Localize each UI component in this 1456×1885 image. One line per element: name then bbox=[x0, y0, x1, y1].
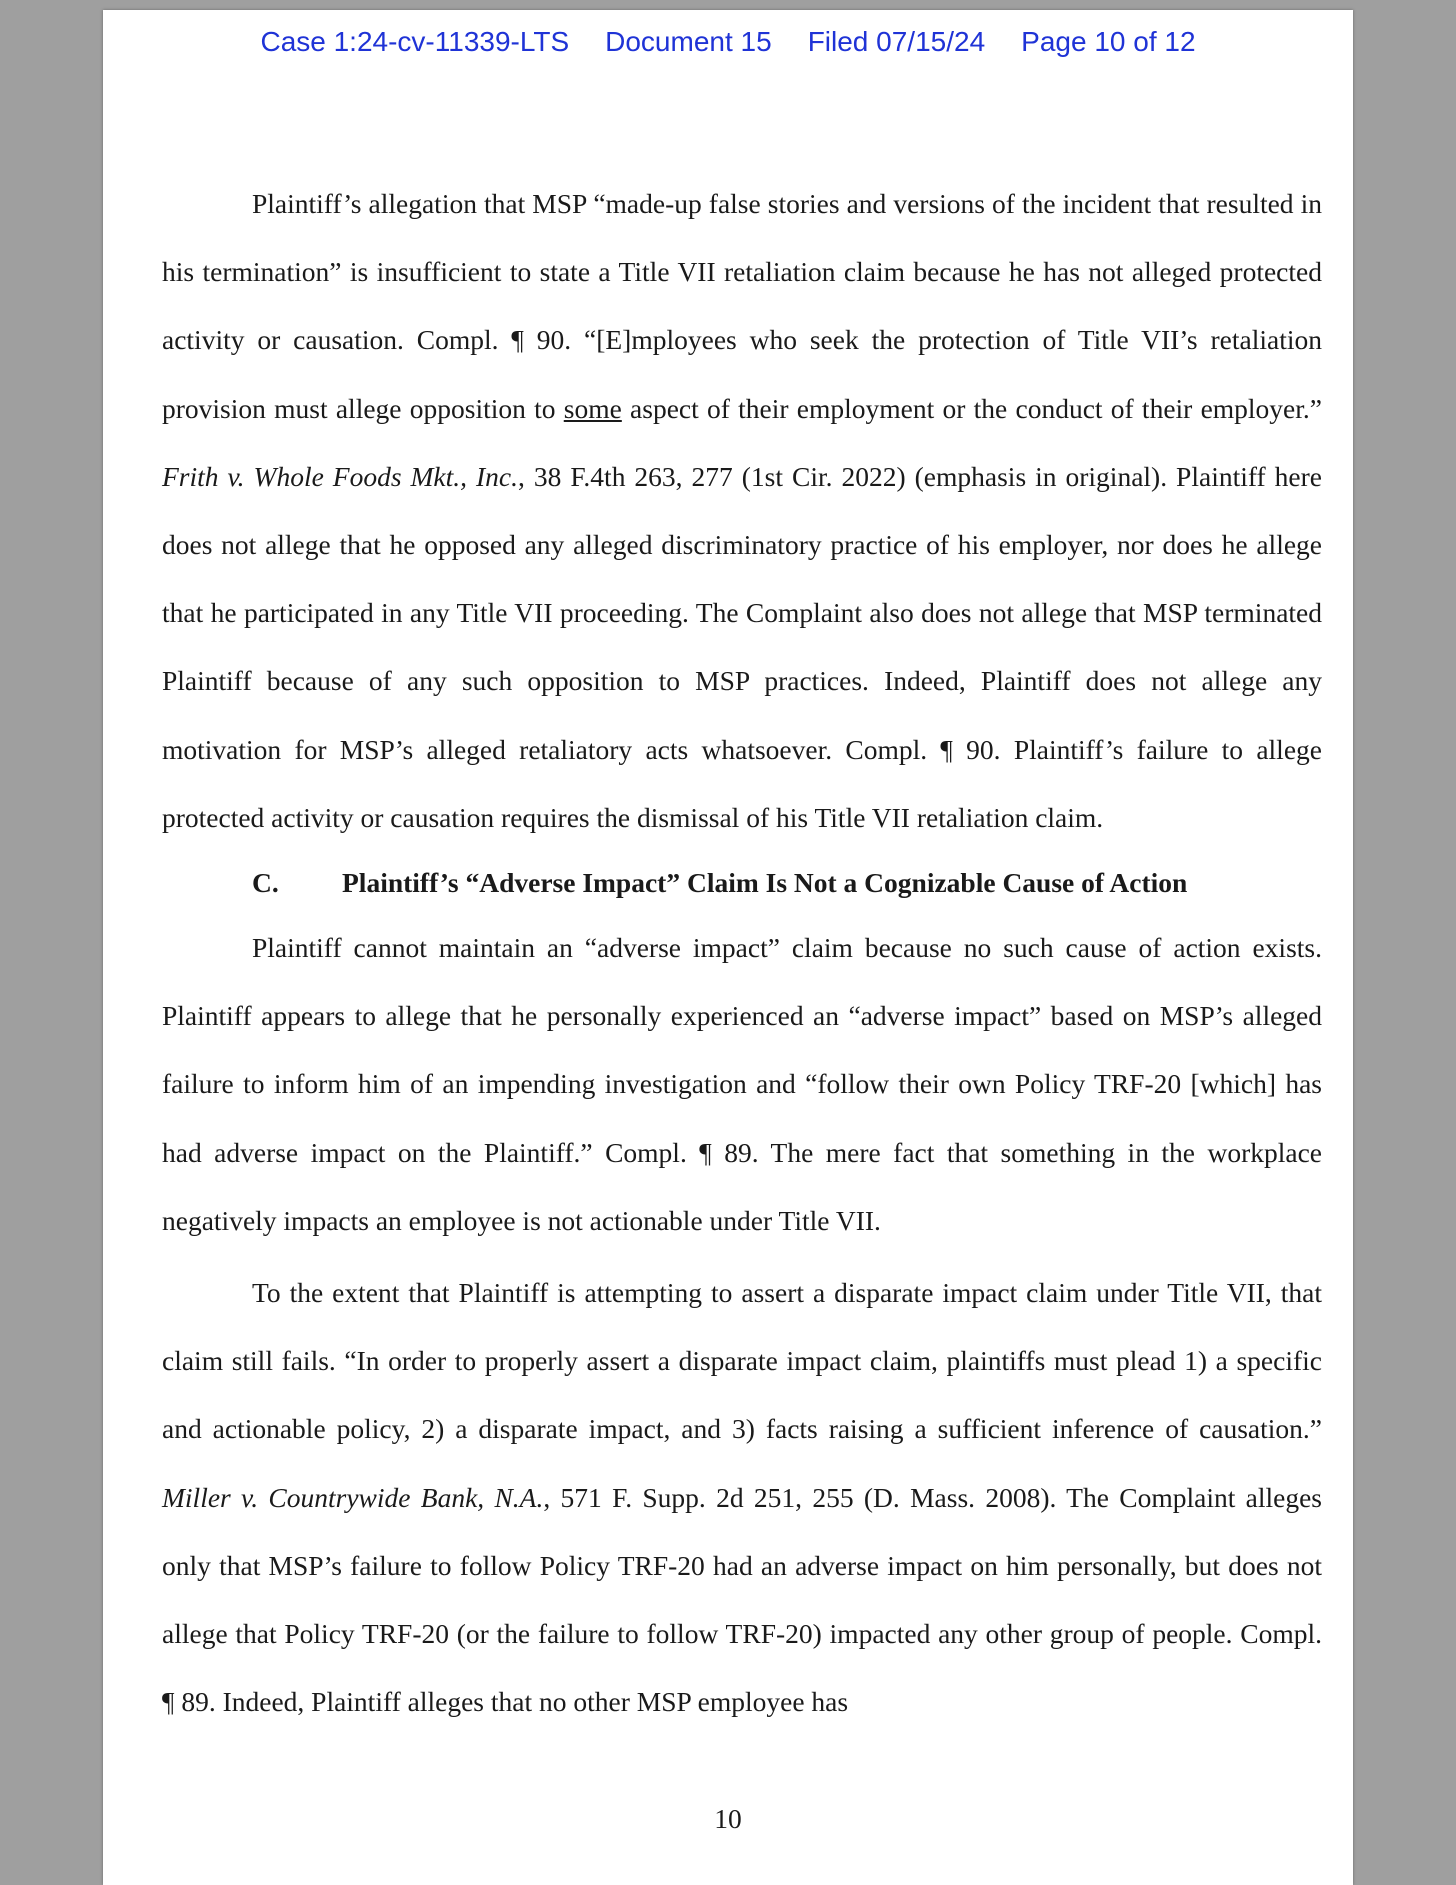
paragraph-text: , 571 F. Supp. 2d 251, 255 (D. Mass. 2008). The Complaint alleges only that MSP’s failure to follow Policy TRF-20 had an adverse impact on him personally, but does not allege that Policy TRF-20 (or the failure to follow TRF-20) impacted any other group of people. Compl. ¶ 89. Indeed, Plaintiff alleges that no other MSP employee has bbox=[162, 1481, 1323, 1718]
paragraph-text: Plaintiff’s allegation that MSP “made-up false stories and versions of the incident that resulted in his termination” is insufficient to state a Title VII retaliation claim because he has not alleged protected activity or causation. Compl. ¶ 90. “[E]mployees who seek the protection of Title VII’s retaliation provision must allege opposition to bbox=[162, 188, 1322, 424]
case-header bbox=[103, 26, 1353, 58]
page-number: 10 bbox=[714, 1803, 742, 1834]
paragraph-text: aspect of their employment or the conduct of their employer.” bbox=[621, 392, 1322, 424]
document-number: Document 15 bbox=[605, 26, 772, 57]
page-indicator: Page 10 of 12 bbox=[1021, 26, 1196, 57]
section-title: Plaintiff’s “Adverse Impact” Claim Is Not a Cognizable Cause of Action bbox=[342, 867, 1188, 899]
filed-date: Filed 07/15/24 bbox=[807, 26, 986, 57]
paragraph-retaliation bbox=[162, 170, 1322, 852]
section-heading bbox=[162, 852, 1322, 914]
paragraph-adverse-impact: Plaintiff cannot maintain an “adverse impact” claim because no such cause of action exists. Plaintiff appears to allege that he personally experienced an “adverse impact” based on MSP’s alleged failure to inform him of an impending investigation and “follow their own Policy TRF-20 [which] has had adverse impact on the Plaintiff.” Compl. ¶ 89. The mere fact that something in the workplace negatively impacts an employee is not actionable under Title VII. bbox=[162, 932, 1322, 1236]
case-citation: Frith v. Whole Foods Mkt., Inc. bbox=[162, 460, 518, 492]
case-number: Case 1:24-cv-11339-LTS bbox=[260, 26, 570, 57]
document-body bbox=[162, 170, 1322, 1736]
paragraph-text: , 38 F.4th 263, 277 (1st Cir. 2022) (emphasis in original). Plaintiff here does not allege that he opposed any alleged discriminatory practice of his employer, nor does he allege that he participated in any Title VII proceeding. The Complaint also does not allege that MSP terminated Plaintiff because of any such opposition to MSP practices. Indeed, Plaintiff does not allege any motivation for MSP’s alleged retaliatory acts whatsoever. Compl. ¶ 90. Plaintiff’s failure to allege protected activity or causation requires the dismissal of his Title VII retaliation claim. bbox=[162, 460, 1322, 833]
section-letter: C. bbox=[252, 867, 279, 899]
case-citation: Miller v. Countrywide Bank, N.A. bbox=[162, 1481, 544, 1513]
paragraph-text: To the extent that Plaintiff is attempting to assert a disparate impact claim under Title VII, that claim still fails. “In order to properly assert a disparate impact claim, plaintiffs must plead 1) a specific and actionable policy, 2) a disparate impact, and 3) facts raising a sufficient inference of causation.” bbox=[162, 1277, 1322, 1445]
paragraph-disparate-impact bbox=[162, 1259, 1322, 1736]
underlined-emphasis: some bbox=[563, 392, 622, 424]
document-page bbox=[103, 10, 1353, 1885]
